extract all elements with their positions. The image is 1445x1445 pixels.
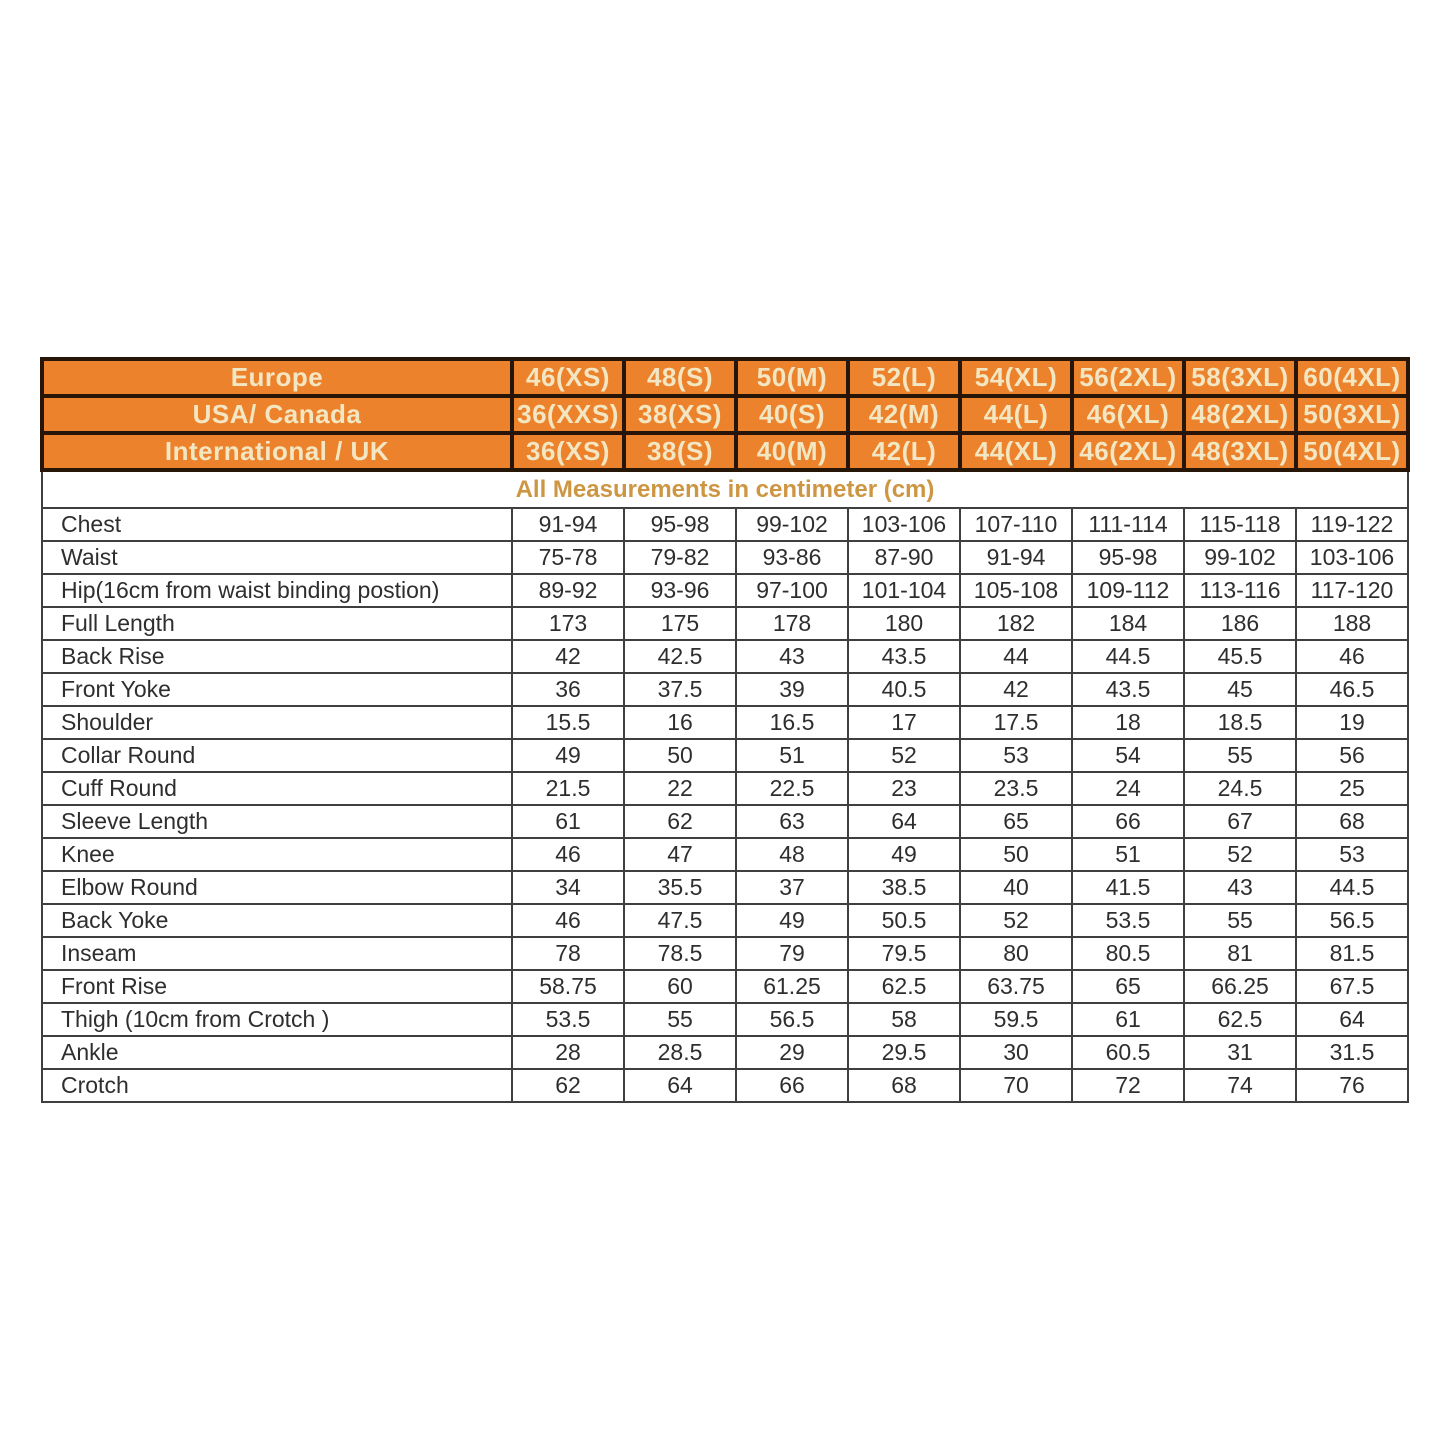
measurement-value: 31 — [1184, 1036, 1296, 1069]
measurement-value: 30 — [960, 1036, 1072, 1069]
measurement-value: 59.5 — [960, 1003, 1072, 1036]
measurement-value: 91-94 — [960, 541, 1072, 574]
measurement-value: 65 — [1072, 970, 1184, 1003]
measurement-value: 24 — [1072, 772, 1184, 805]
units-note-row — [42, 470, 1408, 508]
measurement-value: 53 — [1296, 838, 1408, 871]
measurement-label: Shoulder — [42, 706, 512, 739]
measurement-value: 49 — [512, 739, 624, 772]
size-cell: 38(S) — [624, 433, 736, 470]
measurement-label: Thigh (10cm from Crotch ) — [42, 1003, 512, 1036]
measurement-value: 178 — [736, 607, 848, 640]
measurement-value: 55 — [1184, 904, 1296, 937]
measurement-value: 17 — [848, 706, 960, 739]
measurement-value: 62 — [512, 1069, 624, 1102]
measurement-row — [42, 739, 1408, 772]
measurement-value: 46 — [1296, 640, 1408, 673]
measurement-value: 78.5 — [624, 937, 736, 970]
measurement-label: Back Rise — [42, 640, 512, 673]
measurement-value: 119-122 — [1296, 508, 1408, 541]
measurement-value: 81.5 — [1296, 937, 1408, 970]
measurement-value: 78 — [512, 937, 624, 970]
measurement-value: 42.5 — [624, 640, 736, 673]
measurement-value: 58.75 — [512, 970, 624, 1003]
measurement-value: 52 — [960, 904, 1072, 937]
measurement-value: 186 — [1184, 607, 1296, 640]
measurement-value: 36 — [512, 673, 624, 706]
measurement-value: 37.5 — [624, 673, 736, 706]
measurement-value: 101-104 — [848, 574, 960, 607]
measurement-value: 97-100 — [736, 574, 848, 607]
measurement-value: 95-98 — [624, 508, 736, 541]
size-cell: 36(XS) — [512, 433, 624, 470]
size-header-row-0 — [42, 359, 1408, 396]
size-cell: 50(3XL) — [1296, 396, 1408, 433]
measurement-value: 113-116 — [1184, 574, 1296, 607]
size-cell: 46(XL) — [1072, 396, 1184, 433]
measurement-row — [42, 871, 1408, 904]
measurement-value: 56 — [1296, 739, 1408, 772]
measurement-value: 182 — [960, 607, 1072, 640]
measurement-value: 42 — [512, 640, 624, 673]
measurement-label: Sleeve Length — [42, 805, 512, 838]
size-cell: 48(S) — [624, 359, 736, 396]
size-cell: 38(XS) — [624, 396, 736, 433]
measurement-value: 111-114 — [1072, 508, 1184, 541]
measurement-row — [42, 904, 1408, 937]
measurement-value: 23 — [848, 772, 960, 805]
measurement-value: 109-112 — [1072, 574, 1184, 607]
measurement-value: 52 — [1184, 838, 1296, 871]
measurement-value: 175 — [624, 607, 736, 640]
measurement-value: 46 — [512, 904, 624, 937]
measurement-value: 50 — [960, 838, 1072, 871]
measurement-value: 58 — [848, 1003, 960, 1036]
measurement-label: Cuff Round — [42, 772, 512, 805]
size-cell: 60(4XL) — [1296, 359, 1408, 396]
size-cell: 36(XXS) — [512, 396, 624, 433]
region-label: USA/ Canada — [42, 396, 512, 433]
measurement-value: 29 — [736, 1036, 848, 1069]
size-cell: 48(2XL) — [1184, 396, 1296, 433]
measurement-value: 18.5 — [1184, 706, 1296, 739]
region-label: Europe — [42, 359, 512, 396]
measurement-value: 46.5 — [1296, 673, 1408, 706]
measurement-label: Front Rise — [42, 970, 512, 1003]
measurement-value: 74 — [1184, 1069, 1296, 1102]
measurement-value: 46 — [512, 838, 624, 871]
measurement-value: 60.5 — [1072, 1036, 1184, 1069]
measurement-row — [42, 706, 1408, 739]
measurement-value: 24.5 — [1184, 772, 1296, 805]
measurement-row — [42, 805, 1408, 838]
measurement-value: 35.5 — [624, 871, 736, 904]
measurement-value: 16.5 — [736, 706, 848, 739]
measurement-label: Back Yoke — [42, 904, 512, 937]
measurement-value: 51 — [1072, 838, 1184, 871]
measurement-value: 45 — [1184, 673, 1296, 706]
measurement-value: 55 — [624, 1003, 736, 1036]
size-cell: 44(L) — [960, 396, 1072, 433]
measurement-value: 61 — [512, 805, 624, 838]
measurement-label: Collar Round — [42, 739, 512, 772]
measurement-value: 188 — [1296, 607, 1408, 640]
measurement-value: 50 — [624, 739, 736, 772]
size-cell: 40(S) — [736, 396, 848, 433]
measurement-value: 72 — [1072, 1069, 1184, 1102]
measurement-value: 64 — [848, 805, 960, 838]
measurement-value: 93-86 — [736, 541, 848, 574]
measurement-value: 23.5 — [960, 772, 1072, 805]
measurement-value: 21.5 — [512, 772, 624, 805]
measurement-value: 62 — [624, 805, 736, 838]
measurement-value: 52 — [848, 739, 960, 772]
measurement-value: 67 — [1184, 805, 1296, 838]
measurement-value: 44 — [960, 640, 1072, 673]
measurement-value: 47.5 — [624, 904, 736, 937]
measurement-value: 19 — [1296, 706, 1408, 739]
measurement-value: 41.5 — [1072, 871, 1184, 904]
measurement-value: 29.5 — [848, 1036, 960, 1069]
measurement-value: 43 — [1184, 871, 1296, 904]
measurement-value: 66.25 — [1184, 970, 1296, 1003]
measurement-value: 99-102 — [736, 508, 848, 541]
measurement-value: 48 — [736, 838, 848, 871]
measurement-value: 117-120 — [1296, 574, 1408, 607]
measurement-value: 184 — [1072, 607, 1184, 640]
measurement-value: 81 — [1184, 937, 1296, 970]
measurement-value: 49 — [848, 838, 960, 871]
size-cell: 50(4XL) — [1296, 433, 1408, 470]
measurement-value: 45.5 — [1184, 640, 1296, 673]
measurement-label: Elbow Round — [42, 871, 512, 904]
measurement-value: 56.5 — [736, 1003, 848, 1036]
measurement-value: 53.5 — [1072, 904, 1184, 937]
measurement-label: Knee — [42, 838, 512, 871]
size-cell: 46(XS) — [512, 359, 624, 396]
measurement-value: 43.5 — [848, 640, 960, 673]
measurement-row — [42, 838, 1408, 871]
measurement-value: 87-90 — [848, 541, 960, 574]
measurement-row — [42, 541, 1408, 574]
measurement-row — [42, 1003, 1408, 1036]
measurement-value: 63 — [736, 805, 848, 838]
measurement-value: 40.5 — [848, 673, 960, 706]
measurement-value: 99-102 — [1184, 541, 1296, 574]
measurement-label: Crotch — [42, 1069, 512, 1102]
measurement-value: 37 — [736, 871, 848, 904]
measurement-value: 17.5 — [960, 706, 1072, 739]
measurement-value: 75-78 — [512, 541, 624, 574]
measurement-value: 34 — [512, 871, 624, 904]
region-label: International / UK — [42, 433, 512, 470]
size-cell: 54(XL) — [960, 359, 1072, 396]
measurement-value: 62.5 — [848, 970, 960, 1003]
measurement-value: 44.5 — [1296, 871, 1408, 904]
measurement-row — [42, 772, 1408, 805]
size-header-row-2 — [42, 433, 1408, 470]
measurement-value: 55 — [1184, 739, 1296, 772]
size-chart-table — [40, 357, 1410, 1103]
measurement-value: 107-110 — [960, 508, 1072, 541]
measurement-value: 53 — [960, 739, 1072, 772]
measurement-value: 66 — [1072, 805, 1184, 838]
units-note: All Measurements in centimeter (cm) — [42, 470, 1408, 508]
measurement-value: 43.5 — [1072, 673, 1184, 706]
measurement-value: 28 — [512, 1036, 624, 1069]
size-cell: 44(XL) — [960, 433, 1072, 470]
measurement-value: 68 — [1296, 805, 1408, 838]
measurement-label: Full Length — [42, 607, 512, 640]
size-cell: 56(2XL) — [1072, 359, 1184, 396]
measurement-row — [42, 508, 1408, 541]
measurement-label: Inseam — [42, 937, 512, 970]
size-chart — [40, 357, 1406, 1103]
measurement-value: 60 — [624, 970, 736, 1003]
measurement-label: Hip(16cm from waist binding postion) — [42, 574, 512, 607]
size-cell: 42(M) — [848, 396, 960, 433]
measurement-value: 68 — [848, 1069, 960, 1102]
size-cell: 48(3XL) — [1184, 433, 1296, 470]
measurement-value: 80 — [960, 937, 1072, 970]
size-cell: 50(M) — [736, 359, 848, 396]
measurement-value: 39 — [736, 673, 848, 706]
measurement-label: Waist — [42, 541, 512, 574]
measurement-row — [42, 1069, 1408, 1102]
measurement-value: 43 — [736, 640, 848, 673]
size-header-row-1 — [42, 396, 1408, 433]
measurement-value: 22.5 — [736, 772, 848, 805]
measurement-row — [42, 640, 1408, 673]
measurement-label: Ankle — [42, 1036, 512, 1069]
measurement-value: 89-92 — [512, 574, 624, 607]
measurement-value: 79 — [736, 937, 848, 970]
measurement-label: Front Yoke — [42, 673, 512, 706]
measurement-value: 42 — [960, 673, 1072, 706]
measurement-value: 51 — [736, 739, 848, 772]
measurement-value: 65 — [960, 805, 1072, 838]
measurement-value: 115-118 — [1184, 508, 1296, 541]
measurement-value: 93-96 — [624, 574, 736, 607]
measurement-value: 103-106 — [1296, 541, 1408, 574]
measurement-value: 173 — [512, 607, 624, 640]
size-cell: 52(L) — [848, 359, 960, 396]
measurement-value: 22 — [624, 772, 736, 805]
measurement-value: 105-108 — [960, 574, 1072, 607]
size-cell: 46(2XL) — [1072, 433, 1184, 470]
measurement-value: 61.25 — [736, 970, 848, 1003]
measurement-row — [42, 1036, 1408, 1069]
size-cell: 40(M) — [736, 433, 848, 470]
measurement-value: 40 — [960, 871, 1072, 904]
measurement-value: 38.5 — [848, 871, 960, 904]
measurement-value: 79-82 — [624, 541, 736, 574]
measurement-value: 63.75 — [960, 970, 1072, 1003]
measurement-value: 64 — [1296, 1003, 1408, 1036]
measurement-value: 56.5 — [1296, 904, 1408, 937]
size-cell: 58(3XL) — [1184, 359, 1296, 396]
measurement-row — [42, 673, 1408, 706]
measurement-value: 16 — [624, 706, 736, 739]
measurement-value: 180 — [848, 607, 960, 640]
measurement-value: 49 — [736, 904, 848, 937]
measurement-label: Chest — [42, 508, 512, 541]
measurement-row — [42, 574, 1408, 607]
measurement-value: 47 — [624, 838, 736, 871]
measurement-value: 70 — [960, 1069, 1072, 1102]
measurement-value: 95-98 — [1072, 541, 1184, 574]
measurement-value: 76 — [1296, 1069, 1408, 1102]
measurement-value: 28.5 — [624, 1036, 736, 1069]
measurement-row — [42, 607, 1408, 640]
measurement-value: 66 — [736, 1069, 848, 1102]
measurement-value: 53.5 — [512, 1003, 624, 1036]
measurement-value: 62.5 — [1184, 1003, 1296, 1036]
measurement-value: 67.5 — [1296, 970, 1408, 1003]
measurement-value: 50.5 — [848, 904, 960, 937]
measurement-row — [42, 937, 1408, 970]
measurement-value: 25 — [1296, 772, 1408, 805]
measurement-value: 79.5 — [848, 937, 960, 970]
measurement-value: 80.5 — [1072, 937, 1184, 970]
measurement-value: 15.5 — [512, 706, 624, 739]
measurement-value: 103-106 — [848, 508, 960, 541]
size-cell: 42(L) — [848, 433, 960, 470]
measurement-value: 64 — [624, 1069, 736, 1102]
measurement-value: 18 — [1072, 706, 1184, 739]
measurement-row — [42, 970, 1408, 1003]
measurement-value: 91-94 — [512, 508, 624, 541]
measurement-value: 31.5 — [1296, 1036, 1408, 1069]
measurement-value: 54 — [1072, 739, 1184, 772]
measurement-value: 44.5 — [1072, 640, 1184, 673]
measurement-value: 61 — [1072, 1003, 1184, 1036]
